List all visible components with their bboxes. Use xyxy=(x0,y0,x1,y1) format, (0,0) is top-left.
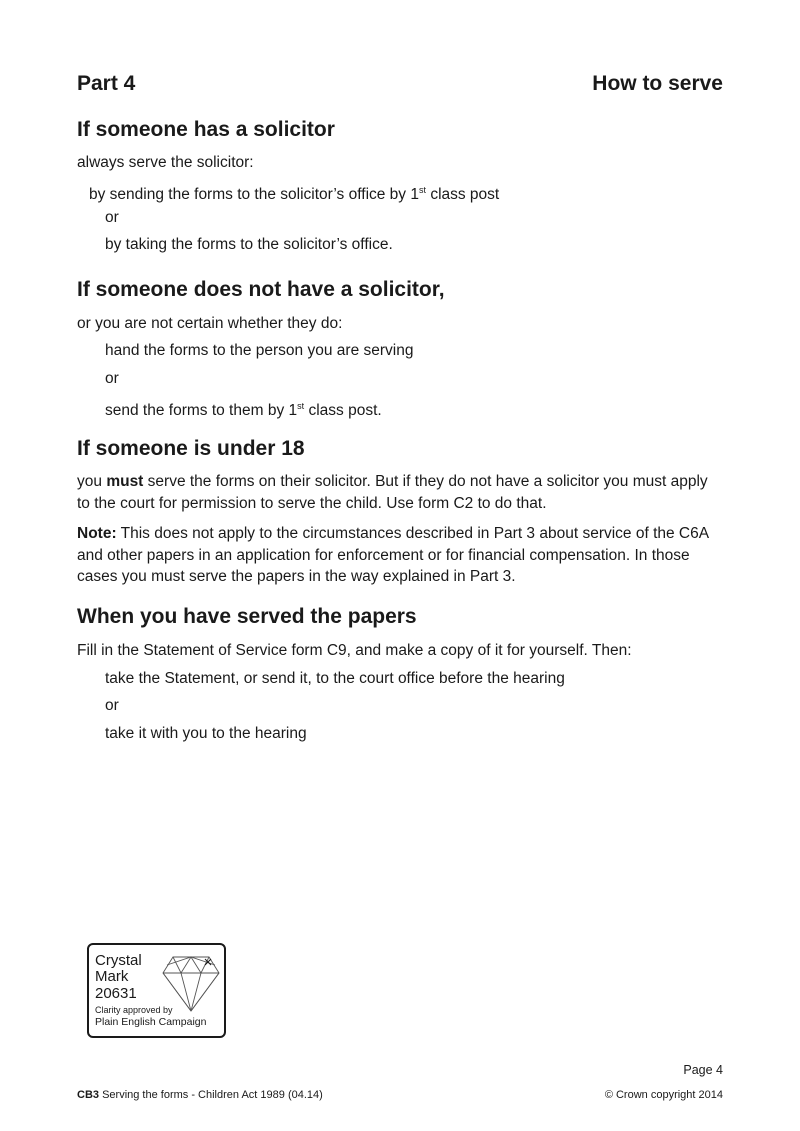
heading-no-solicitor: If someone does not have a solicitor, xyxy=(77,278,445,301)
solicitor-option-post: by sending the forms to the solicitor’s office by 1st class post xyxy=(89,185,500,203)
no-solicitor-option-hand: hand the forms to the person you are serving xyxy=(105,342,414,359)
section-topic: How to serve xyxy=(592,72,723,95)
solicitor-intro: always serve the solicitor: xyxy=(77,154,254,171)
solicitor-option-deliver: by taking the forms to the solicitor’s office. xyxy=(105,236,393,253)
crystal-mark-line1: Crystal xyxy=(95,952,142,969)
crystal-mark-number: 20631 xyxy=(95,985,137,1002)
heading-under-18: If someone is under 18 xyxy=(77,437,305,460)
diamond-icon xyxy=(161,953,221,1015)
no-solicitor-intro: or you are not certain whether they do: xyxy=(77,315,343,332)
crystal-mark-sub1: Clarity approved by xyxy=(95,1005,173,1015)
page-number: Page 4 xyxy=(683,1063,723,1077)
footer-copyright: © Crown copyright 2014 xyxy=(604,1089,723,1101)
no-solicitor-option-post: send the forms to them by 1st class post. xyxy=(105,401,382,419)
no-solicitor-or: or xyxy=(105,370,119,387)
served-option-send: take the Statement, or send it, to the court office before the hearing xyxy=(105,670,565,687)
note-paragraph: Note: This does not apply to the circumstances described in Part 3 about service of the C6A and other papers in an application for enforcement or for financial compensation. In those cases you must serve the papers in the way explained in Part 3. xyxy=(77,525,709,585)
part-label: Part 4 xyxy=(77,72,136,95)
served-option-take: take it with you to the hearing xyxy=(105,725,307,742)
under-18-paragraph: you must serve the forms on their solicitor. But if they do not have a solicitor you must apply to the court for permission to serve the child. Use form C2 to do that. xyxy=(77,473,708,512)
footer-form-info: CB3 Serving the forms - Children Act 1989 (04.14) xyxy=(77,1089,323,1101)
crystal-mark-badge xyxy=(87,943,226,1038)
served-or: or xyxy=(105,697,119,714)
heading-has-solicitor: If someone has a solicitor xyxy=(77,118,335,141)
served-intro: Fill in the Statement of Service form C9, and make a copy of it for yourself. Then: xyxy=(77,642,632,659)
heading-served: When you have served the papers xyxy=(77,605,417,628)
crystal-mark-line2: Mark xyxy=(95,968,129,985)
crystal-mark-sub2: Plain English Campaign xyxy=(95,1016,207,1028)
solicitor-or: or xyxy=(105,209,119,226)
